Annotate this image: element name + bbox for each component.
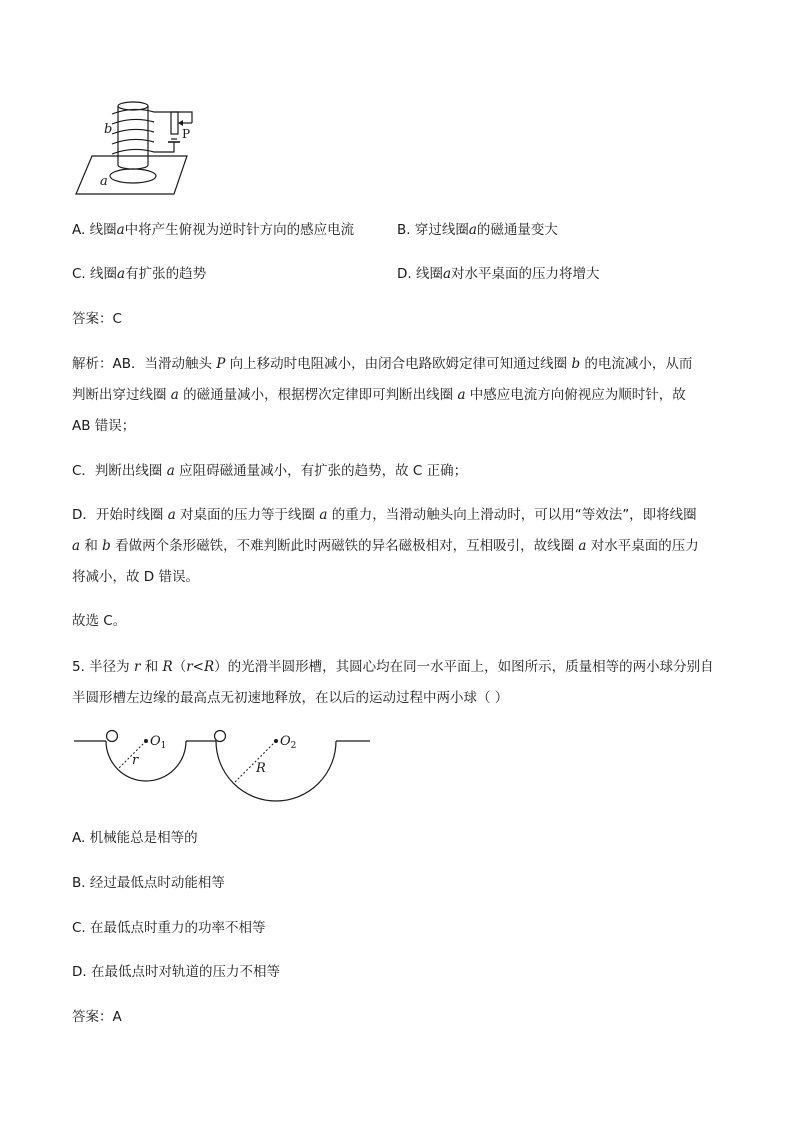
- q5-option-a: A. 机械能总是相等的: [72, 830, 198, 846]
- label-r: r: [132, 753, 139, 768]
- q5-option-d: D. 在最低点时对轨道的压力不相等: [72, 964, 280, 980]
- analysis-p1-line2: 判断出穿过线圈 a 的磁通量减小，根据楞次定律即可判断出线圈 a 中感应电流方向俯视应为顺时针，故: [72, 387, 686, 403]
- label-o1: $O_1$: [150, 734, 167, 751]
- q5-stem-line1: 5. 半径为 r 和 R（r<R）的光滑半圆形槽，其圆心均在同一水平面上，如图所示，质量相等的两小球分别自: [72, 659, 714, 675]
- groove-diagram: [70, 724, 375, 810]
- analysis-p3-line1: D．开始时线圈 a 对桌面的压力等于线圈 a 的重力，当滑动触头向上滑动时，可以用“等效法”，即将线圈: [72, 507, 697, 523]
- q4-answer: 答案：C: [72, 311, 122, 327]
- label-R: R: [256, 761, 266, 776]
- q4-option-c: C. 线圈a有扩张的趋势: [72, 266, 207, 282]
- analysis-conclusion: 故选 C。: [72, 613, 127, 629]
- analysis-p3-line3: 将减小，故 D 错误。: [72, 569, 199, 585]
- label-b: b: [104, 122, 113, 137]
- q4-option-b: B. 穿过线圈a的磁通量变大: [397, 222, 558, 238]
- analysis-p1-line3: AB 错误；: [72, 418, 136, 434]
- label-o2: $O_2$: [280, 734, 297, 751]
- q5-option-b: B. 经过最低点时动能相等: [72, 875, 225, 891]
- q5-option-c: C. 在最低点时重力的功率不相等: [72, 920, 266, 936]
- q5-answer: 答案：A: [72, 1009, 122, 1025]
- q5-stem-line2: 半圆形槽左边缘的最高点无初速地释放，在以后的运动过程中两小球（ ）: [72, 690, 509, 706]
- q4-option-d: D. 线圈a对水平桌面的压力将增大: [397, 266, 600, 282]
- coil-diagram: [70, 96, 200, 200]
- label-p: P: [182, 127, 191, 141]
- label-a: a: [100, 174, 108, 189]
- q4-option-a: A. 线圈a中将产生俯视为逆时针方向的感应电流: [72, 222, 355, 238]
- analysis-p2: C．判断出线圈 a 应阻碍磁通量减小，有扩张的趋势，故 C 正确；: [72, 463, 468, 479]
- analysis-p3-line2: a 和 b 看做两个条形磁铁，不难判断此时两磁铁的异名磁极相对，互相吸引，故线圈 a 对水平桌面的压力: [72, 538, 699, 554]
- analysis-p1-line1: 解析：AB．当滑动触头 P 向上移动时电阻减小，由闭合电路欧姆定律可知通过线圈 b 的电流减小，从而: [72, 356, 693, 372]
